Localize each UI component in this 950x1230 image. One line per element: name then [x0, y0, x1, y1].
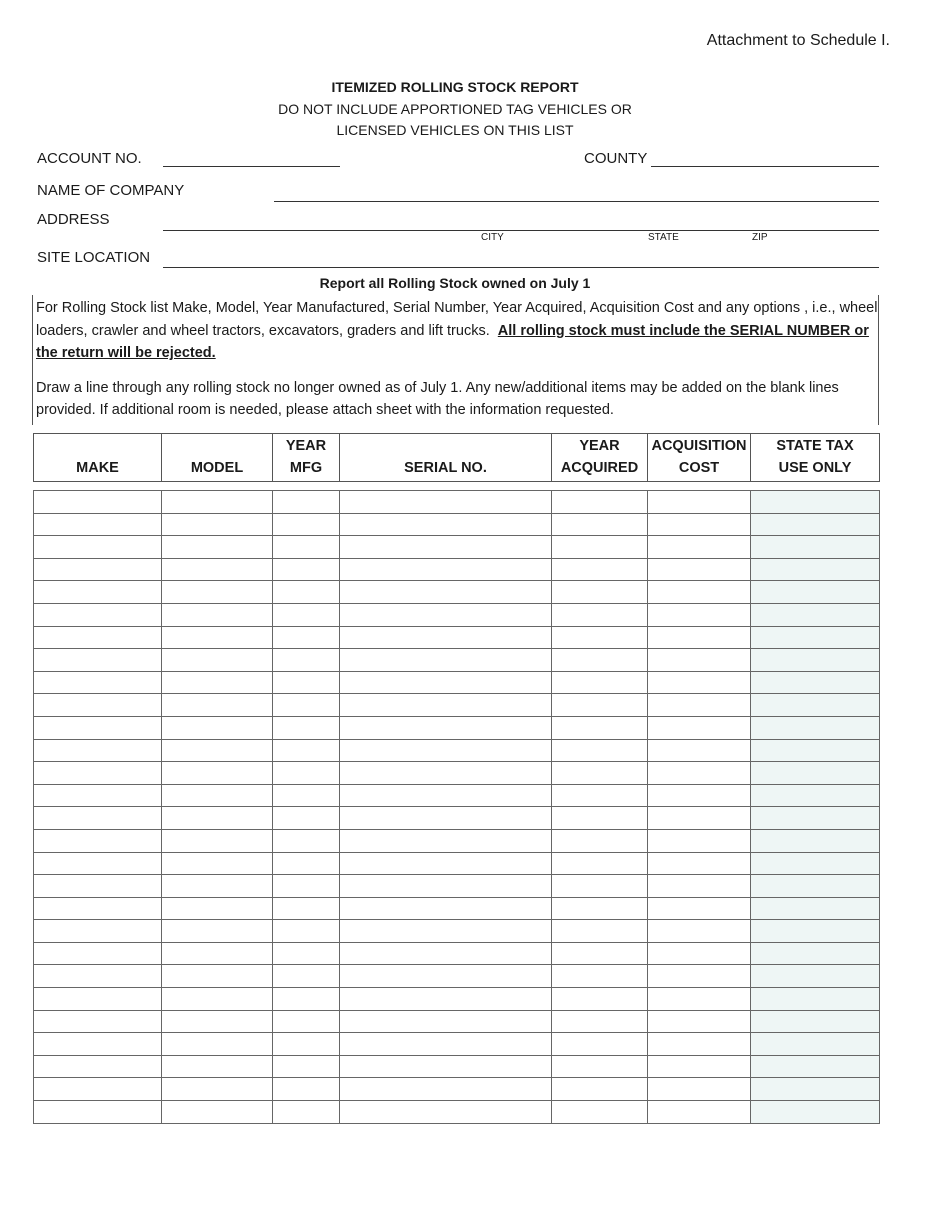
form-subtitle-line1: DO NOT INCLUDE APPORTIONED TAG VEHICLES OR — [278, 101, 632, 117]
cell-model[interactable] — [162, 829, 273, 852]
cell-state-tax-use-only — [751, 1078, 880, 1101]
column-header-state-tax-use-only — [751, 434, 880, 482]
cell-make[interactable] — [34, 491, 162, 514]
cell-year-mfg[interactable] — [273, 513, 340, 536]
cell-state-tax-use-only — [751, 762, 880, 785]
cell-model[interactable] — [162, 1101, 273, 1124]
cell-state-tax-use-only — [751, 1101, 880, 1124]
cell-serial-no[interactable] — [340, 807, 552, 830]
cell-model[interactable] — [162, 784, 273, 807]
table-row — [34, 603, 880, 626]
column-header-serial-no — [340, 434, 552, 482]
cell-acquisition-cost[interactable] — [648, 965, 751, 988]
cell-model[interactable] — [162, 762, 273, 785]
cell-year-acquired[interactable] — [552, 603, 648, 626]
cell-make[interactable] — [34, 513, 162, 536]
table-header — [33, 433, 880, 482]
table-row — [34, 965, 880, 988]
cell-state-tax-use-only — [751, 875, 880, 898]
cell-serial-no[interactable] — [340, 920, 552, 943]
table-row — [34, 875, 880, 898]
cell-make[interactable] — [34, 829, 162, 852]
cell-acquisition-cost[interactable] — [648, 762, 751, 785]
cell-year-mfg[interactable] — [273, 1033, 340, 1056]
cell-acquisition-cost[interactable] — [648, 807, 751, 830]
cell-year-acquired[interactable] — [552, 694, 648, 717]
instructions-paragraph-2: Draw a line through any rolling stock no longer owned as of July 1. Any new/additional items may be added on the blank lines provided. If additional room is needed, please attach sheet with the information requested. — [36, 379, 839, 418]
cell-make[interactable] — [34, 671, 162, 694]
cell-make[interactable] — [34, 1010, 162, 1033]
table-row — [34, 513, 880, 536]
table-row — [34, 920, 880, 943]
cell-year-mfg[interactable] — [273, 649, 340, 672]
cell-year-mfg[interactable] — [273, 897, 340, 920]
cell-year-acquired[interactable] — [552, 829, 648, 852]
cell-serial-no[interactable] — [340, 784, 552, 807]
attachment-label: Attachment to Schedule I. — [706, 32, 890, 49]
cell-acquisition-cost[interactable] — [648, 897, 751, 920]
column-header-line1 — [340, 435, 551, 457]
cell-make[interactable] — [34, 739, 162, 762]
cell-year-mfg[interactable] — [273, 1055, 340, 1078]
cell-serial-no[interactable] — [340, 829, 552, 852]
cell-year-mfg[interactable] — [273, 920, 340, 943]
site-location-label: SITE LOCATION — [37, 249, 151, 266]
cell-model[interactable] — [162, 988, 273, 1011]
table-row — [34, 784, 880, 807]
cell-make[interactable] — [34, 581, 162, 604]
cell-acquisition-cost[interactable] — [648, 626, 751, 649]
cell-serial-no[interactable] — [340, 513, 552, 536]
column-header-line1: YEAR — [579, 438, 620, 454]
table-row — [34, 1055, 880, 1078]
cell-year-mfg[interactable] — [273, 739, 340, 762]
cell-year-mfg[interactable] — [273, 829, 340, 852]
table-row — [34, 807, 880, 830]
table-row — [34, 671, 880, 694]
cell-acquisition-cost[interactable] — [648, 920, 751, 943]
cell-acquisition-cost[interactable] — [648, 558, 751, 581]
county-label: COUNTY — [584, 150, 648, 167]
instructions-paragraph-1 — [36, 297, 878, 365]
cell-acquisition-cost[interactable] — [648, 649, 751, 672]
table-row — [34, 1010, 880, 1033]
cell-state-tax-use-only — [751, 920, 880, 943]
cell-make[interactable] — [34, 626, 162, 649]
table-row — [34, 626, 880, 649]
cell-year-acquired[interactable] — [552, 897, 648, 920]
cell-make[interactable] — [34, 694, 162, 717]
cell-make[interactable] — [34, 558, 162, 581]
table-row — [34, 1033, 880, 1056]
cell-year-mfg[interactable] — [273, 626, 340, 649]
cell-year-mfg[interactable] — [273, 581, 340, 604]
cell-year-acquired[interactable] — [552, 784, 648, 807]
cell-state-tax-use-only — [751, 716, 880, 739]
column-header-line2: SERIAL NO. — [404, 460, 487, 476]
cell-year-mfg[interactable] — [273, 491, 340, 514]
cell-state-tax-use-only — [751, 942, 880, 965]
cell-state-tax-use-only — [751, 1033, 880, 1056]
address-label: ADDRESS — [37, 211, 110, 228]
cell-make[interactable] — [34, 988, 162, 1011]
cell-year-mfg[interactable] — [273, 875, 340, 898]
site-location-field[interactable] — [163, 267, 879, 268]
table-row — [34, 536, 880, 559]
cell-year-mfg[interactable] — [273, 1078, 340, 1101]
name-of-company-label: NAME OF COMPANY — [37, 182, 185, 199]
cell-year-mfg[interactable] — [273, 762, 340, 785]
cell-model[interactable] — [162, 1055, 273, 1078]
cell-state-tax-use-only — [751, 513, 880, 536]
cell-make[interactable] — [34, 784, 162, 807]
table-row — [34, 558, 880, 581]
table-row — [34, 988, 880, 1011]
cell-serial-no[interactable] — [340, 762, 552, 785]
cell-make[interactable] — [34, 716, 162, 739]
cell-year-mfg[interactable] — [273, 603, 340, 626]
cell-year-acquired[interactable] — [552, 716, 648, 739]
cell-model[interactable] — [162, 491, 273, 514]
cell-model[interactable] — [162, 581, 273, 604]
cell-make[interactable] — [34, 897, 162, 920]
column-header-line1 — [162, 435, 272, 457]
cell-acquisition-cost[interactable] — [648, 671, 751, 694]
cell-model[interactable] — [162, 875, 273, 898]
cell-serial-no[interactable] — [340, 671, 552, 694]
cell-model[interactable] — [162, 626, 273, 649]
table-row — [34, 694, 880, 717]
cell-year-mfg[interactable] — [273, 784, 340, 807]
cell-model[interactable] — [162, 807, 273, 830]
cell-acquisition-cost[interactable] — [648, 875, 751, 898]
cell-model[interactable] — [162, 536, 273, 559]
column-header-model — [162, 434, 273, 482]
cell-state-tax-use-only — [751, 694, 880, 717]
cell-state-tax-use-only — [751, 807, 880, 830]
cell-serial-no[interactable] — [340, 1010, 552, 1033]
table-row — [34, 942, 880, 965]
cell-acquisition-cost[interactable] — [648, 694, 751, 717]
cell-year-mfg[interactable] — [273, 536, 340, 559]
cell-acquisition-cost[interactable] — [648, 1010, 751, 1033]
cell-make[interactable] — [34, 965, 162, 988]
cell-state-tax-use-only — [751, 491, 880, 514]
cell-model[interactable] — [162, 558, 273, 581]
rolling-stock-table — [33, 490, 880, 1124]
cell-state-tax-use-only — [751, 829, 880, 852]
account-no-label: ACCOUNT NO. — [37, 150, 142, 167]
cell-serial-no[interactable] — [340, 603, 552, 626]
cell-year-acquired[interactable] — [552, 671, 648, 694]
cell-acquisition-cost[interactable] — [648, 852, 751, 875]
cell-model[interactable] — [162, 513, 273, 536]
column-header-acquisition-cost — [648, 434, 751, 482]
cell-year-acquired[interactable] — [552, 762, 648, 785]
cell-model[interactable] — [162, 739, 273, 762]
cell-state-tax-use-only — [751, 558, 880, 581]
cell-acquisition-cost[interactable] — [648, 603, 751, 626]
table-row — [34, 581, 880, 604]
table-row — [34, 491, 880, 514]
cell-state-tax-use-only — [751, 536, 880, 559]
cell-year-acquired[interactable] — [552, 852, 648, 875]
cell-serial-no[interactable] — [340, 852, 552, 875]
instructions-box — [32, 295, 879, 425]
cell-serial-no[interactable] — [340, 988, 552, 1011]
cell-model[interactable] — [162, 1033, 273, 1056]
cell-serial-no[interactable] — [340, 897, 552, 920]
cell-year-acquired[interactable] — [552, 739, 648, 762]
table-row — [34, 716, 880, 739]
cell-acquisition-cost[interactable] — [648, 739, 751, 762]
cell-state-tax-use-only — [751, 739, 880, 762]
cell-acquisition-cost[interactable] — [648, 784, 751, 807]
cell-serial-no[interactable] — [340, 581, 552, 604]
cell-year-mfg[interactable] — [273, 1010, 340, 1033]
address-field[interactable] — [163, 230, 879, 231]
instructions-text-1: For Rolling Stock list Make, Model, Year Manufactured, Serial Number, Year Acquired, Acquisition Cost and any options , i.e., wheel loaders, crawler and wheel tractors, excavators, graders and lift trucks. — [36, 300, 878, 339]
column-header-line1 — [34, 435, 161, 457]
cell-acquisition-cost[interactable] — [648, 1033, 751, 1056]
cell-acquisition-cost[interactable] — [648, 1055, 751, 1078]
cell-acquisition-cost[interactable] — [648, 491, 751, 514]
cell-model[interactable] — [162, 897, 273, 920]
cell-serial-no[interactable] — [340, 626, 552, 649]
cell-acquisition-cost[interactable] — [648, 1101, 751, 1124]
cell-make[interactable] — [34, 807, 162, 830]
column-header-year-acquired — [552, 434, 648, 482]
cell-state-tax-use-only — [751, 852, 880, 875]
cell-serial-no[interactable] — [340, 1055, 552, 1078]
cell-serial-no[interactable] — [340, 716, 552, 739]
cell-make[interactable] — [34, 603, 162, 626]
cell-acquisition-cost[interactable] — [648, 581, 751, 604]
cell-acquisition-cost[interactable] — [648, 716, 751, 739]
cell-serial-no[interactable] — [340, 965, 552, 988]
cell-acquisition-cost[interactable] — [648, 1078, 751, 1101]
column-header-year-mfg — [273, 434, 340, 482]
column-header-line2: MAKE — [76, 460, 119, 476]
cell-serial-no[interactable] — [340, 649, 552, 672]
column-header-make — [34, 434, 162, 482]
cell-year-mfg[interactable] — [273, 694, 340, 717]
cell-year-mfg[interactable] — [273, 1101, 340, 1124]
cell-acquisition-cost[interactable] — [648, 536, 751, 559]
cell-year-mfg[interactable] — [273, 558, 340, 581]
county-field[interactable] — [651, 166, 879, 167]
cell-make[interactable] — [34, 1101, 162, 1124]
cell-state-tax-use-only — [751, 626, 880, 649]
cell-state-tax-use-only — [751, 965, 880, 988]
column-header-line2: MODEL — [190, 460, 244, 476]
cell-year-acquired[interactable] — [552, 649, 648, 672]
cell-make[interactable] — [34, 536, 162, 559]
cell-year-mfg[interactable] — [273, 671, 340, 694]
cell-make[interactable] — [34, 920, 162, 943]
cell-model[interactable] — [162, 852, 273, 875]
serial-number-requirement: All rolling stock must include the SERIAL NUMBER or the return will be rejected. — [36, 322, 869, 361]
cell-state-tax-use-only — [751, 1055, 880, 1078]
cell-year-mfg[interactable] — [273, 807, 340, 830]
form-title: ITEMIZED ROLLING STOCK REPORT — [331, 79, 579, 95]
table-row — [34, 649, 880, 672]
cell-model[interactable] — [162, 1078, 273, 1101]
zip-caption: ZIP — [752, 232, 768, 243]
cell-state-tax-use-only — [751, 897, 880, 920]
cell-year-acquired[interactable] — [552, 558, 648, 581]
cell-serial-no[interactable] — [340, 1078, 552, 1101]
column-header-line2: MFG — [289, 460, 323, 476]
column-header-line1: STATE TAX — [776, 438, 854, 454]
cell-year-acquired[interactable] — [552, 807, 648, 830]
header-row — [34, 434, 880, 482]
cell-model[interactable] — [162, 716, 273, 739]
cell-serial-no[interactable] — [340, 875, 552, 898]
cell-year-acquired[interactable] — [552, 1010, 648, 1033]
cell-serial-no[interactable] — [340, 491, 552, 514]
cell-year-acquired[interactable] — [552, 875, 648, 898]
cell-year-acquired[interactable] — [552, 626, 648, 649]
column-header-line1: ACQUISITION — [651, 438, 747, 454]
cell-serial-no[interactable] — [340, 1033, 552, 1056]
cell-state-tax-use-only — [751, 1010, 880, 1033]
cell-state-tax-use-only — [751, 603, 880, 626]
cell-year-acquired[interactable] — [552, 581, 648, 604]
cell-serial-no[interactable] — [340, 536, 552, 559]
cell-year-acquired[interactable] — [552, 1078, 648, 1101]
cell-state-tax-use-only — [751, 671, 880, 694]
cell-make[interactable] — [34, 1033, 162, 1056]
cell-year-acquired[interactable] — [552, 1101, 648, 1124]
cell-year-acquired[interactable] — [552, 513, 648, 536]
cell-acquisition-cost[interactable] — [648, 829, 751, 852]
cell-make[interactable] — [34, 649, 162, 672]
cell-year-acquired[interactable] — [552, 491, 648, 514]
cell-model[interactable] — [162, 649, 273, 672]
cell-year-acquired[interactable] — [552, 988, 648, 1011]
cell-year-acquired[interactable] — [552, 942, 648, 965]
table-row — [34, 852, 880, 875]
cell-year-mfg[interactable] — [273, 988, 340, 1011]
table-row — [34, 1101, 880, 1124]
cell-year-acquired[interactable] — [552, 536, 648, 559]
cell-serial-no[interactable] — [340, 558, 552, 581]
cell-model[interactable] — [162, 920, 273, 943]
table-row — [34, 762, 880, 785]
cell-acquisition-cost[interactable] — [648, 942, 751, 965]
cell-state-tax-use-only — [751, 784, 880, 807]
state-caption: STATE — [648, 232, 679, 243]
cell-make[interactable] — [34, 852, 162, 875]
cell-year-mfg[interactable] — [273, 852, 340, 875]
column-header-line1: YEAR — [285, 438, 327, 454]
column-header-line2: COST — [678, 460, 720, 476]
table-row — [34, 829, 880, 852]
report-heading: Report all Rolling Stock owned on July 1 — [319, 275, 591, 291]
cell-year-mfg[interactable] — [273, 965, 340, 988]
cell-year-mfg[interactable] — [273, 716, 340, 739]
cell-make[interactable] — [34, 875, 162, 898]
table-row — [34, 739, 880, 762]
cell-serial-no[interactable] — [340, 942, 552, 965]
cell-model[interactable] — [162, 603, 273, 626]
cell-serial-no[interactable] — [340, 1101, 552, 1124]
cell-year-acquired[interactable] — [552, 965, 648, 988]
cell-model[interactable] — [162, 965, 273, 988]
cell-acquisition-cost[interactable] — [648, 513, 751, 536]
form-subtitle-line2: LICENSED VEHICLES ON THIS LIST — [336, 122, 574, 138]
cell-make[interactable] — [34, 762, 162, 785]
cell-year-acquired[interactable] — [552, 920, 648, 943]
cell-make[interactable] — [34, 1055, 162, 1078]
column-header-line2: ACQUIRED — [560, 460, 639, 476]
cell-model[interactable] — [162, 694, 273, 717]
cell-year-acquired[interactable] — [552, 1033, 648, 1056]
cell-state-tax-use-only — [751, 581, 880, 604]
column-header-line2: USE ONLY — [778, 460, 852, 476]
cell-make[interactable] — [34, 1078, 162, 1101]
cell-year-acquired[interactable] — [552, 1055, 648, 1078]
name-of-company-field[interactable] — [274, 201, 879, 202]
table-row — [34, 897, 880, 920]
cell-state-tax-use-only — [751, 649, 880, 672]
cell-make[interactable] — [34, 942, 162, 965]
cell-serial-no[interactable] — [340, 694, 552, 717]
cell-state-tax-use-only — [751, 988, 880, 1011]
cell-acquisition-cost[interactable] — [648, 988, 751, 1011]
city-caption: CITY — [481, 232, 504, 243]
cell-serial-no[interactable] — [340, 739, 552, 762]
account-no-field[interactable] — [163, 166, 340, 167]
cell-model[interactable] — [162, 671, 273, 694]
cell-model[interactable] — [162, 1010, 273, 1033]
table-row — [34, 1078, 880, 1101]
cell-year-mfg[interactable] — [273, 942, 340, 965]
cell-model[interactable] — [162, 942, 273, 965]
